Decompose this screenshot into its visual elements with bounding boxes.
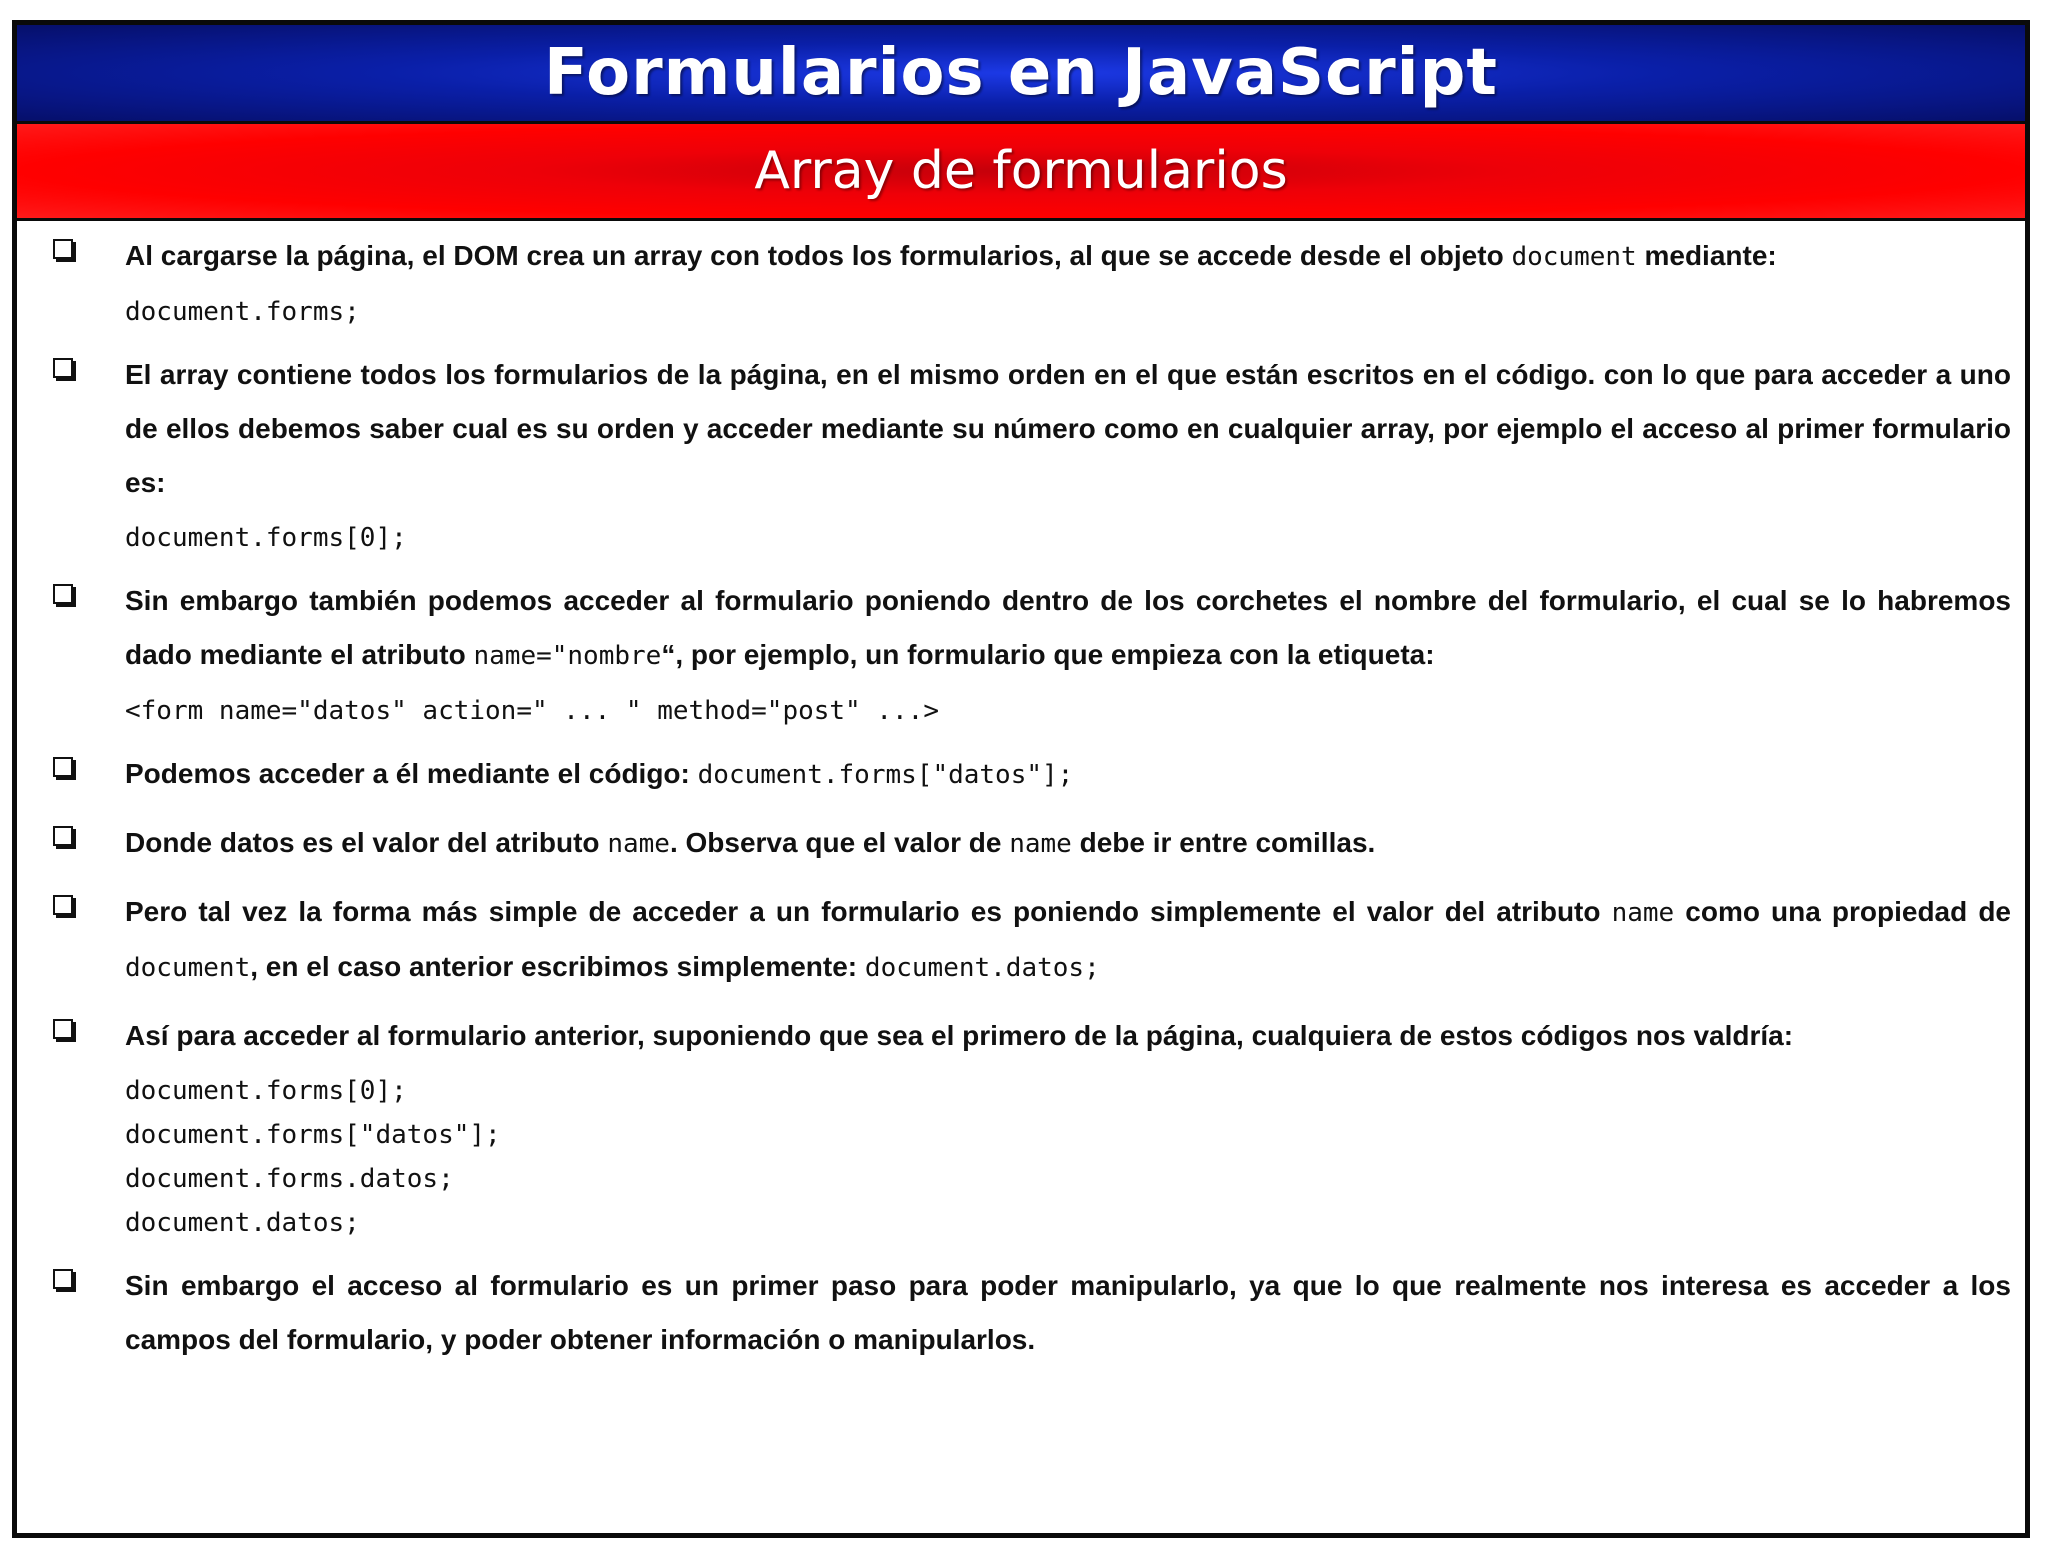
item-text: Podemos acceder a él mediante el código: document.forms["datos"]; — [125, 758, 1074, 790]
code-line: document.forms[0]; — [125, 523, 407, 553]
code-line: document.forms.datos; — [125, 1164, 454, 1194]
inline-code: document — [125, 953, 251, 983]
page-subtitle: Array de formularios — [754, 141, 1288, 201]
item-text: El array contiene todos los formularios de la página, en el mismo orden en el que están escritos en el código. con lo que para acceder a uno de ellos debemos saber cual es su orden y acceder mediante su número como en cualquier array, por ejemplo el acceso al primer formulario es: — [125, 359, 2011, 498]
item-text: Así para acceder al formulario anterior, suponiendo que sea el primero de la página, cualquiera de estos códigos nos valdría: — [125, 1020, 1794, 1051]
inline-code: name="nombre — [473, 641, 662, 671]
subtitle-banner — [17, 121, 2025, 221]
code-line: document.datos; — [125, 1208, 360, 1238]
list-item — [39, 885, 2011, 995]
code-line: document.forms[0]; — [125, 1076, 407, 1106]
list-item — [39, 348, 2011, 560]
page-title: Formularios en JavaScript — [544, 36, 1498, 110]
inline-code: document.forms["datos"]; — [697, 760, 1074, 790]
inline-code: name — [607, 829, 670, 859]
title-banner — [17, 25, 2025, 121]
list-item — [39, 229, 2011, 334]
code-line: document.forms["datos"]; — [125, 1120, 501, 1150]
checkbox-bullet-icon — [53, 239, 73, 259]
inline-code: document — [1511, 242, 1637, 272]
checkbox-bullet-icon — [53, 895, 73, 915]
code-line: <form name="datos" action=" ... " method="post" ...> — [125, 696, 939, 726]
list-item — [39, 574, 2011, 733]
list-item — [39, 816, 2011, 871]
checkbox-bullet-icon — [53, 757, 73, 777]
checkbox-bullet-icon — [53, 358, 73, 378]
inline-code: name — [1009, 829, 1072, 859]
item-text: Donde datos es el valor del atributo name. Observa que el valor de name debe ir entre comillas. — [125, 827, 1376, 859]
checkbox-bullet-icon — [53, 826, 73, 846]
checkbox-bullet-icon — [53, 1019, 73, 1039]
bullet-list — [17, 239, 2025, 1391]
inline-code: document.datos; — [864, 953, 1100, 983]
code-block — [125, 290, 2011, 334]
item-text: Pero tal vez la forma más simple de acceder a un formulario es poniendo simplemente el valor del atributo name como una propiedad de document, en el caso anterior escribimos simplemente: document.datos; — [125, 896, 2011, 983]
slide-frame — [12, 20, 2030, 1538]
code-line: document.forms; — [125, 297, 360, 327]
inline-code: name — [1611, 898, 1675, 928]
list-item — [39, 747, 2011, 802]
item-text: Al cargarse la página, el DOM crea un array con todos los formularios, al que se accede desde el objeto document mediante: — [125, 240, 1777, 272]
checkbox-bullet-icon — [53, 584, 73, 604]
item-text: Sin embargo también podemos acceder al formulario poniendo dentro de los corchetes el nombre del formulario, el cual se lo habremos dado mediante el atributo name="nombre“, por ejemplo, un formulario que empieza con la etiqueta: — [125, 585, 2011, 671]
code-block — [125, 1069, 2011, 1245]
code-block — [125, 689, 2011, 733]
list-item — [39, 1259, 2011, 1367]
list-item — [39, 1009, 2011, 1245]
checkbox-bullet-icon — [53, 1269, 73, 1289]
code-block — [125, 516, 2011, 560]
item-text: Sin embargo el acceso al formulario es un primer paso para poder manipularlo, ya que lo que realmente nos interesa es acceder a los campos del formulario, y poder obtener información o manipularlos. — [125, 1270, 2011, 1355]
